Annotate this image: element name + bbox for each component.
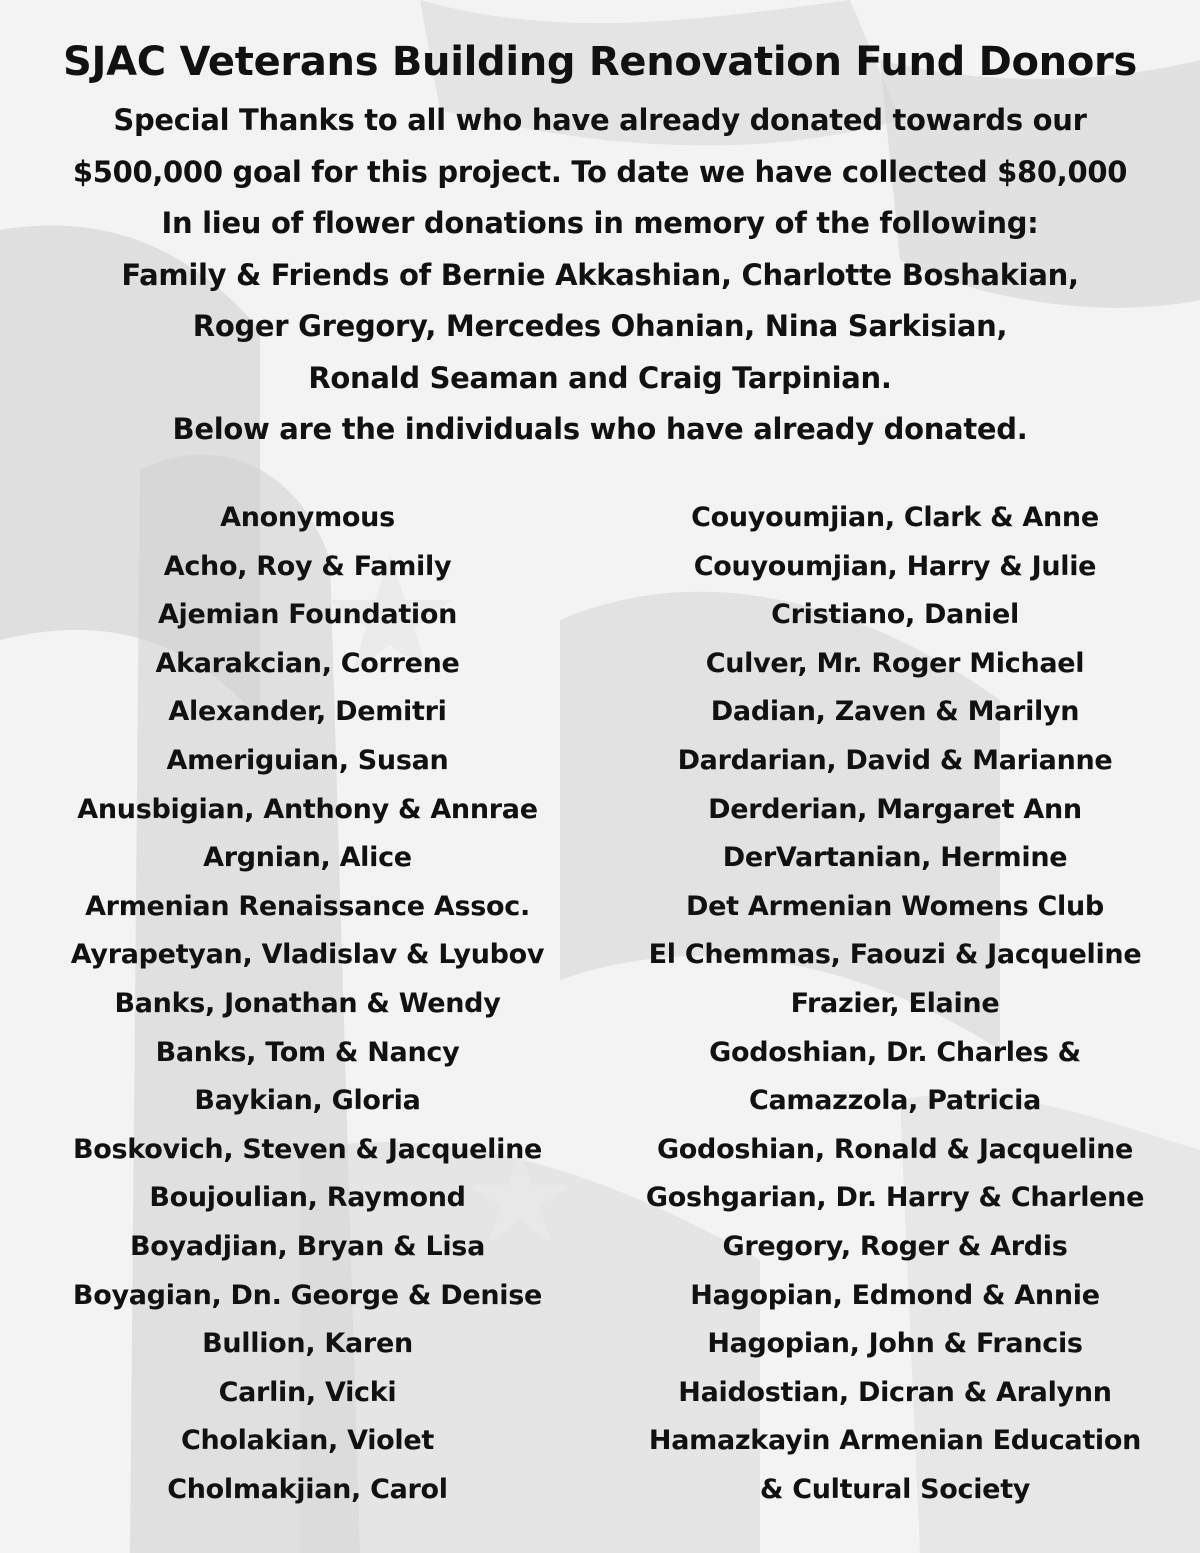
donor-name: Ayrapetyan, Vladislav & Lyubov xyxy=(70,939,545,971)
donor-name: Boyadjian, Bryan & Lisa xyxy=(129,1230,486,1262)
donor-name: Cristiano, Daniel xyxy=(771,599,1019,631)
donor-name: Cholmakjian, Carol xyxy=(167,1473,448,1505)
donor-name: Ajemian Foundation xyxy=(157,599,458,631)
donor-name: Frazier, Elaine xyxy=(790,987,1000,1019)
donor-name: Alexander, Demitri xyxy=(168,696,447,728)
donor-name: Hagopian, John & Francis xyxy=(707,1328,1083,1360)
donor-name: Gregory, Roger & Ardis xyxy=(722,1230,1068,1262)
donor-name: Couyoumjian, Clark & Anne xyxy=(691,502,1099,533)
donor-name: Godoshian, Ronald & Jacqueline xyxy=(656,1133,1134,1165)
donor-name: Goshgarian, Dr. Harry & Charlene xyxy=(645,1182,1145,1214)
intro-line: $500,000 goal for this project. To date we have collected $80,000 xyxy=(72,154,1128,189)
donor-name: Derderian, Margaret Ann xyxy=(708,793,1082,825)
donor-name: Hamazkayin Armenian Education xyxy=(648,1425,1142,1457)
intro-text xyxy=(0,95,1200,456)
page-title: SJAC Veterans Building Renovation Fund Donors xyxy=(63,39,1137,85)
donor-name: Culver, Mr. Roger Michael xyxy=(705,647,1085,679)
donor-name: Boskovich, Steven & Jacqueline xyxy=(72,1133,543,1165)
donor-name: Baykian, Gloria xyxy=(194,1085,421,1117)
donor-name: Boyagian, Dn. George & Denise xyxy=(72,1279,543,1311)
donor-name: Hagopian, Edmond & Annie xyxy=(690,1279,1100,1311)
donor-list-right xyxy=(605,494,1185,1514)
donor-name: Dadian, Zaven & Marilyn xyxy=(710,696,1080,728)
donor-name: Akarakcian, Correne xyxy=(155,647,460,679)
intro-line: Ronald Seaman and Craig Tarpinian. xyxy=(308,360,892,395)
donor-name: El Chemmas, Faouzi & Jacqueline xyxy=(648,939,1142,971)
donor-name: Det Armenian Womens Club xyxy=(686,890,1104,922)
donor-name: Argnian, Alice xyxy=(203,842,412,874)
donor-name: Dardarian, David & Marianne xyxy=(677,744,1113,776)
donor-name: Camazzola, Patricia xyxy=(748,1085,1042,1117)
donor-name: & Cultural Society xyxy=(759,1473,1031,1505)
intro-line: Roger Gregory, Mercedes Ohanian, Nina Sarkisian, xyxy=(192,309,1008,343)
donor-name: Bullion, Karen xyxy=(202,1328,413,1360)
donor-name: Armenian Renaissance Assoc. xyxy=(85,890,530,922)
donor-name: Godoshian, Dr. Charles & xyxy=(709,1036,1081,1068)
intro-line: Family & Friends of Bernie Akkashian, Charlotte Boshakian, xyxy=(121,257,1079,292)
donor-name: Boujoulian, Raymond xyxy=(149,1182,466,1214)
donor-name: Banks, Jonathan & Wendy xyxy=(114,987,501,1019)
donor-list-left xyxy=(20,494,595,1514)
donor-name: Anusbigian, Anthony & Annrae xyxy=(77,793,538,825)
donor-name: Cholakian, Violet xyxy=(181,1425,434,1457)
donor-name: Haidostian, Dicran & Aralynn xyxy=(678,1376,1112,1408)
intro-line: Special Thanks to all who have already donated towards our xyxy=(113,103,1087,137)
donor-name: Banks, Tom & Nancy xyxy=(155,1036,460,1068)
donor-name: DerVartanian, Hermine xyxy=(722,842,1068,874)
donor-name: Acho, Roy & Family xyxy=(163,550,452,582)
donor-name: Carlin, Vicki xyxy=(218,1376,397,1408)
donor-name: Ameriguian, Susan xyxy=(166,744,449,776)
donor-name: Anonymous xyxy=(220,502,395,533)
intro-line: In lieu of flower donations in memory of the following: xyxy=(161,206,1039,240)
donor-name: Couyoumjian, Harry & Julie xyxy=(693,550,1097,582)
intro-line: Below are the individuals who have already donated. xyxy=(172,412,1028,446)
